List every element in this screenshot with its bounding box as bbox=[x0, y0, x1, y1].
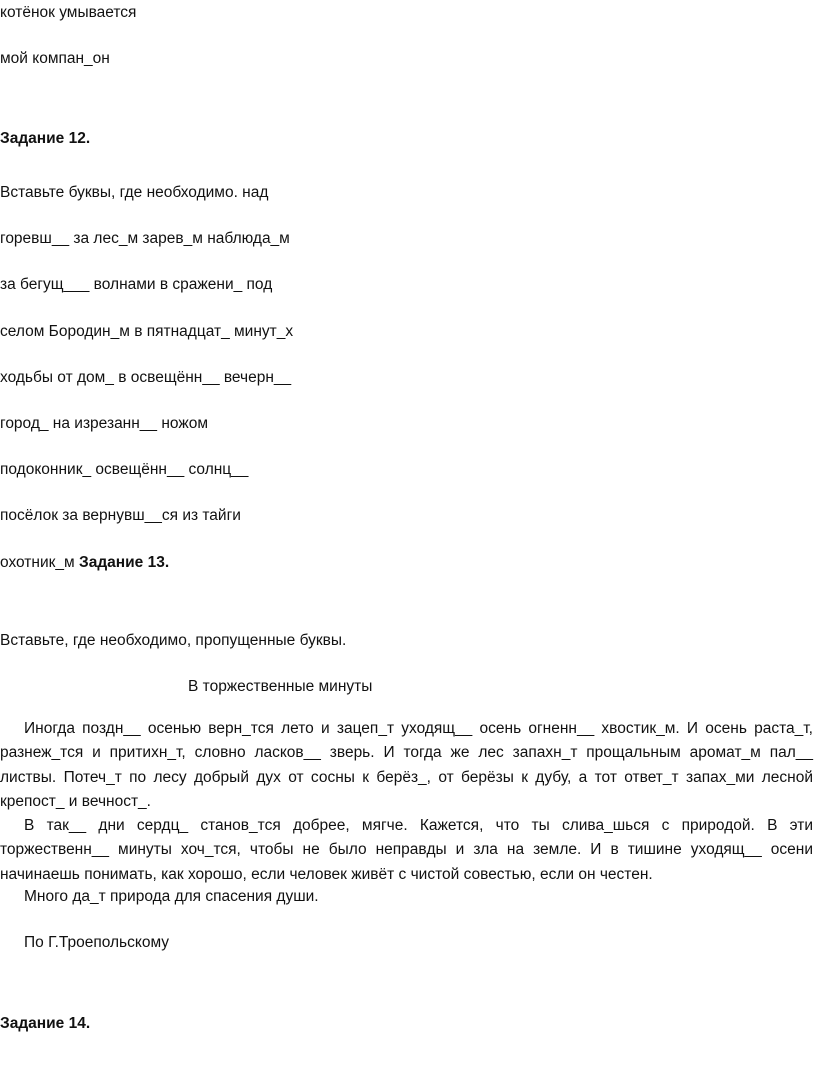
text-author: По Г.Троепольскому bbox=[24, 934, 170, 951]
task-14-heading: Задание 14. bbox=[0, 1015, 91, 1032]
task-12-line: Вставьте буквы, где необходимо. над bbox=[0, 184, 269, 201]
text-paragraph-3: Много да_т природа для спасения души. bbox=[24, 888, 319, 905]
text-paragraph-1: Иногда поздн__ осенью верн_тся лето и зацеп_т уходящ__ осень огненн__ хвостик_м. И осень раста_т, разнеж_тся и притихн_т, словно ласков__ зверь. И тогда же лес запахн_т прощальным аромат_м пал__ листвы. Потеч_т по лесу добрый дух от сосны к берёз_, от берёзы к дубу, а тот ответ_т запах_ми лесной крепост_ и вечност_. bbox=[0, 720, 813, 811]
task-12-line: посёлок за вернувш__ся из тайги bbox=[0, 507, 241, 524]
task-12-line: ходьбы от дом_ в освещённ__ вечерн__ bbox=[0, 369, 292, 386]
task-12-line: горевш__ за лес_м зарев_м наблюда_м bbox=[0, 230, 290, 247]
task-12-heading: Задание 12. bbox=[0, 130, 91, 147]
task-12-line: селом Бородин_м в пятнадцат_ минут_х bbox=[0, 323, 294, 340]
task-12-line: город_ на изрезанн__ ножом bbox=[0, 415, 209, 432]
text-paragraph-2: В так__ дни сердц_ станов_тся добрее, мягче. Кажется, что ты слива_шься с природой. В эти торжественн__ минуты хоч_тся, чтобы не было неправды и зла на земле. И в тишине уходящ__ осени начинаешь понимать, как хорошо, если человек живёт с чистой совестью, если он честен. bbox=[0, 817, 813, 883]
task-12-line: подоконник_ освещённ__ солнц__ bbox=[0, 461, 249, 478]
task-12-last-line bbox=[0, 552, 169, 574]
task-12-line-end: охотник_м bbox=[0, 554, 79, 571]
task-13-heading: Задание 13. bbox=[78, 554, 170, 571]
text-line: котёнок умывается bbox=[0, 4, 137, 21]
text-line: мой компан_он bbox=[0, 50, 110, 67]
task-12-line: за бегущ___ волнами в сражени_ под bbox=[0, 276, 273, 293]
text-title: В торжественные минуты bbox=[188, 678, 373, 695]
task-13-instruction: Вставьте, где необходимо, пропущенные буквы. bbox=[0, 632, 347, 649]
